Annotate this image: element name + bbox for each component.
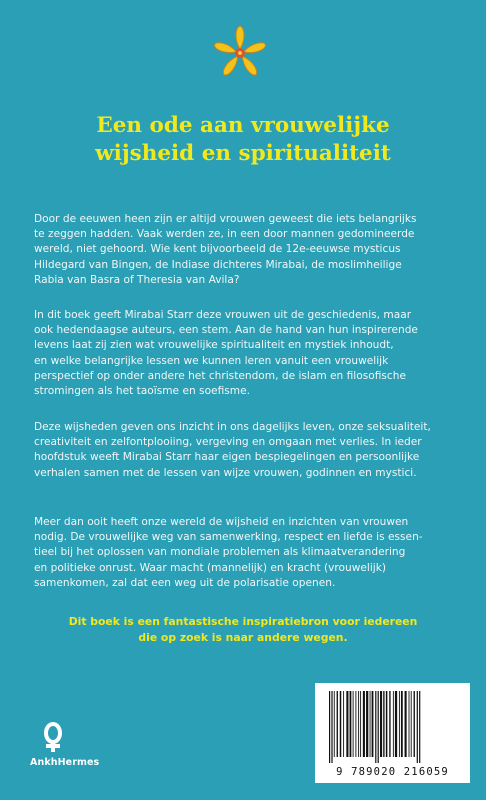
barcode-bar	[370, 691, 371, 757]
barcode-bar	[389, 691, 390, 757]
barcode-bar	[358, 691, 359, 757]
text-line: te zeggen hadden. Vaak werden ze, in een door mannen gedomineerde	[34, 228, 415, 241]
headline-line: Een ode aan vrouwelijke	[96, 113, 390, 138]
text-line: creativiteit en zelfontplooiing, vergeving en omgaan met verlies. In ieder	[34, 436, 422, 449]
headline-line: wijsheid en spiritualiteit	[95, 141, 391, 166]
text-line: en welke belangrijke lessen we kunnen leren vanuit een vrouwelijk	[34, 354, 389, 367]
text-line: verhalen samen met de lessen van wijze vrouwen, godinnen en mystici.	[34, 466, 417, 479]
paragraph-2	[34, 308, 470, 399]
flower-icon	[211, 24, 269, 82]
text-line: samenkomen, zal dat een weg uit de polarisatie openen.	[34, 576, 336, 589]
headline	[30, 112, 456, 168]
barcode-bar	[383, 691, 384, 757]
barcode-bar	[337, 691, 338, 757]
barcode-bar	[414, 691, 415, 757]
barcode-bar	[340, 691, 342, 757]
barcode-bar	[372, 691, 374, 757]
barcode-bar	[331, 691, 332, 763]
text-line: tieel bij het oplossen van mondiale problemen als klimaatverandering	[34, 546, 406, 559]
ankh-logo-icon	[40, 722, 66, 754]
barcode-bar	[417, 691, 418, 763]
text-line: perspectief op onder andere het christendom, de islam en filosofische	[34, 369, 406, 382]
barcode-bar	[401, 691, 403, 757]
closing-line: Dit boek is een fantastische inspiratiebron voor iedereen	[68, 615, 418, 628]
barcode	[315, 683, 470, 783]
barcode-bar	[380, 691, 382, 757]
barcode-bar	[409, 691, 410, 757]
barcode-bar	[419, 691, 420, 763]
barcode-bar	[353, 691, 354, 757]
barcode-bars	[325, 691, 460, 763]
text-line: Hildegard van Bingen, de Indiase dichteres Mirabai, de moslimheilige	[34, 258, 402, 271]
closing-line: die op zoek is naar andere wegen.	[138, 631, 348, 644]
barcode-bar	[393, 691, 394, 757]
barcode-bar	[334, 691, 335, 757]
barcode-bar	[346, 691, 348, 757]
publisher-logo	[30, 722, 100, 768]
paragraph-3	[34, 420, 470, 481]
text-line: hoofdstuk weeft Mirabai Starr haar eigen bespiegelingen en persoonlijke	[34, 451, 420, 464]
text-line: In dit boek geeft Mirabai Starr deze vrouwen uit de geschiedenis, maar	[34, 309, 412, 321]
barcode-number: 9 789020 216059	[336, 766, 449, 778]
barcode-bar	[329, 691, 330, 763]
closing-statement	[30, 614, 456, 646]
text-line: Deze wijsheden geven ons inzicht in ons dagelijks leven, onze seksualiteit,	[34, 421, 431, 433]
barcode-bar	[360, 691, 361, 757]
text-line: Rabia van Basra of Theresia van Avila?	[34, 273, 240, 286]
barcode-bar	[343, 691, 344, 757]
barcode-bar	[399, 691, 400, 757]
barcode-bar	[350, 691, 352, 757]
barcode-bar	[378, 691, 379, 763]
barcode-bar	[363, 691, 365, 757]
barcode-bar	[386, 691, 388, 757]
text-line: wereld, niet gehoord. Wie kent bijvoorbeeld de 12e-eeuwse mysticus	[34, 243, 401, 256]
barcode-bar	[366, 691, 368, 757]
text-line: nodig. De vrouwelijke weg van samenwerking, respect en liefde is essen-	[34, 531, 423, 544]
barcode-bar	[395, 691, 397, 757]
barcode-bar	[355, 691, 356, 757]
paragraph-1	[34, 212, 470, 288]
text-line: ook hedendaagse auteurs, een stem. Aan de hand van hun inspirerende	[34, 324, 418, 337]
text-line: stromingen als het taoïsme en soefisme.	[34, 385, 250, 398]
paragraph-4	[34, 515, 470, 591]
barcode-bar	[375, 691, 376, 763]
text-line: Door de eeuwen heen zijn er altijd vrouwen geweest die iets belangrijks	[34, 213, 417, 225]
text-line: levens laat zij zien wat vrouwelijke spiritualiteit en mystiek inhoudt,	[34, 339, 394, 352]
text-line: Meer dan ooit heeft onze wereld de wijsheid en inzichten van vrouwen	[34, 516, 409, 528]
publisher-name: AnkhHermes	[30, 757, 100, 768]
barcode-bar	[405, 691, 407, 757]
barcode-bar	[411, 691, 412, 757]
text-line: en politieke onrust. Waar macht (mannelijk) en kracht (vrouwelijk)	[34, 561, 386, 574]
